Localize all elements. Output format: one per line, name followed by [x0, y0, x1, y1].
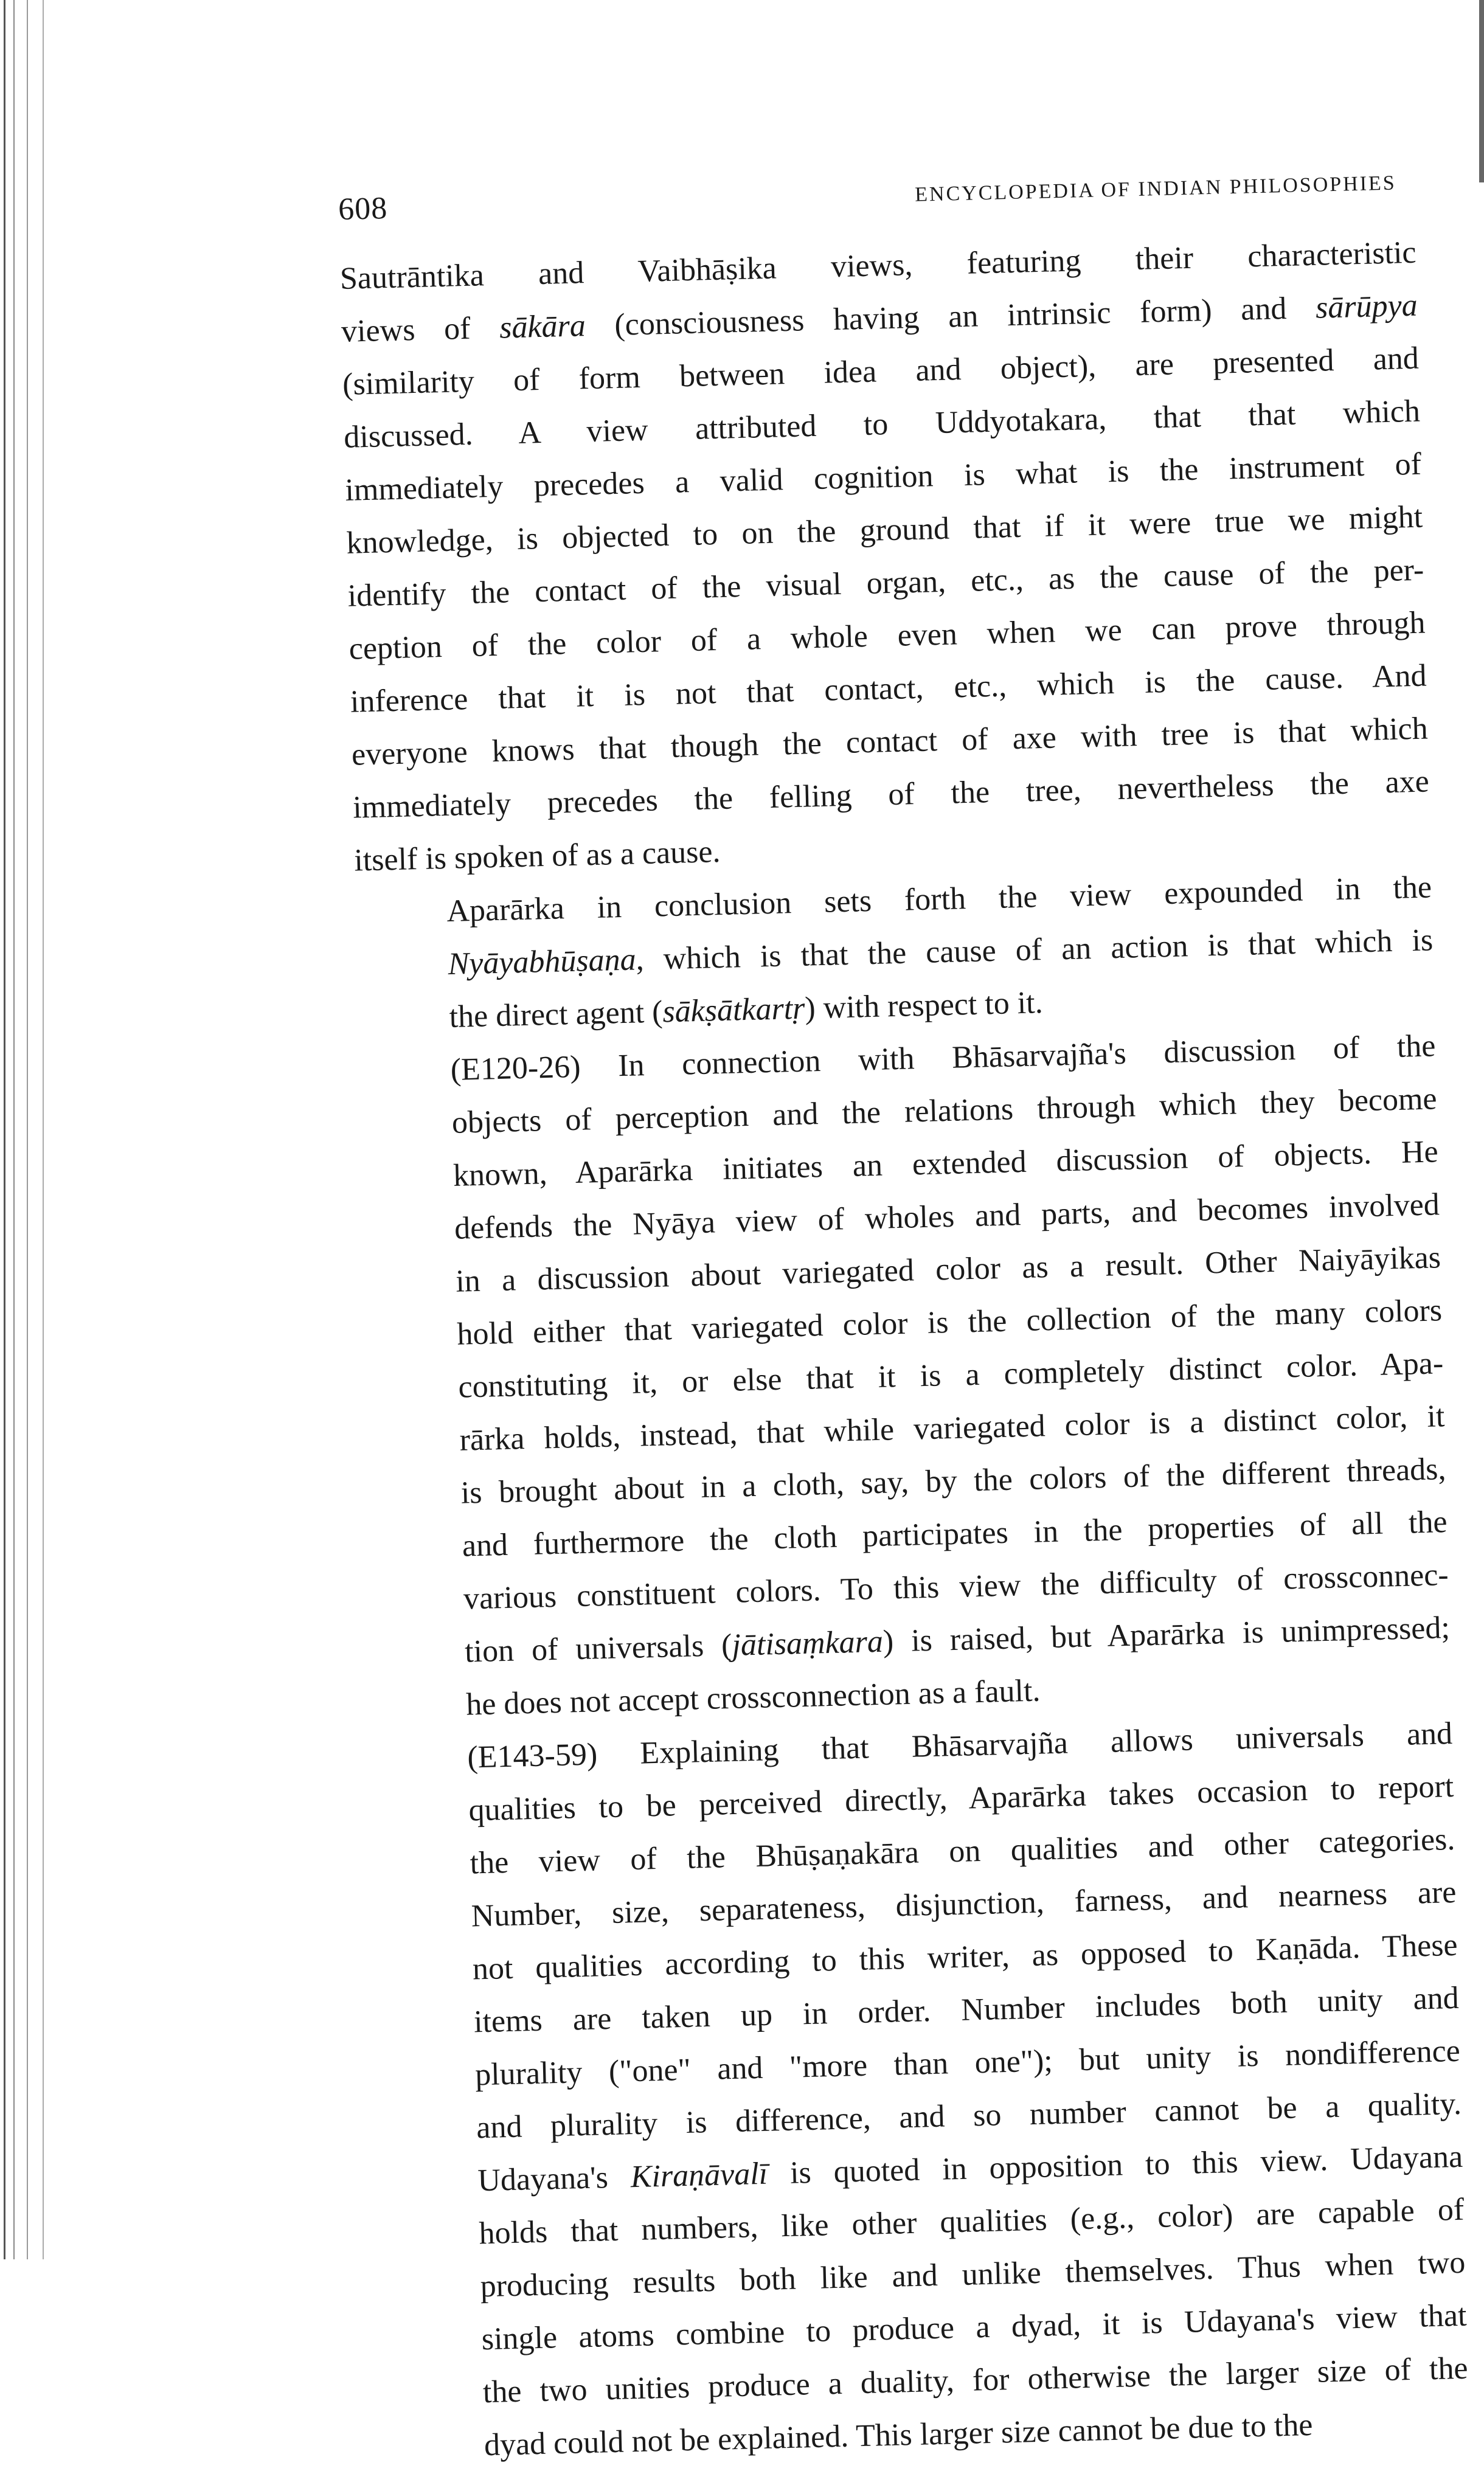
text-line: hold either that variegated color is the collection of the many colors	[456, 1293, 1443, 1352]
text-segment: (consciousness having an intrinsic form) and	[585, 290, 1316, 344]
binding-line	[27, 0, 28, 2259]
text-line: and plurality is difference, and so number cannot be a quality.	[476, 2086, 1462, 2146]
text-line: (similarity of form between idea and object), are presented and	[342, 341, 1420, 402]
italic-term: sākāra	[499, 308, 586, 345]
text-line: itself is spoken of as a cause.	[353, 834, 721, 878]
text-line: various constituent colors. To this view the difficulty of crossconnec-	[463, 1558, 1449, 1616]
text-line: Aparārka in conclusion sets forth the view expounded in the	[446, 870, 1432, 929]
text-line: (E143-59) Explaining that Bhāsarvajña allows universals and	[466, 1716, 1453, 1775]
italic-term: jātisaṃkara	[731, 1624, 884, 1663]
text-line: the view of the Bhūṣaṇakāra on qualities and other categories.	[470, 1821, 1455, 1881]
scan-binding-edge	[0, 0, 55, 2259]
text-line: inference that it is not that contact, etc., which is the cause. And	[350, 658, 1427, 719]
text-line: knowledge, is objected to on the ground that if it were true we might	[345, 499, 1423, 561]
body-text	[339, 226, 1470, 2474]
text-line: holds that numbers, like other qualities (e.g., color) are capable of	[478, 2192, 1465, 2251]
text-line: identify the contact of the visual organ, etc., as the cause of the per-	[347, 552, 1424, 614]
book-page	[338, 153, 1470, 2474]
page-header	[338, 153, 1415, 234]
binding-line	[43, 0, 44, 2259]
text-line: qualities to be perceived directly, Aparārka takes occasion to report	[468, 1769, 1454, 1828]
text-line: producing results both like and unlike themselves. Thus when two	[480, 2245, 1466, 2304]
text-line: immediately precedes the felling of the tree, nevertheless the axe	[352, 764, 1430, 825]
text-line: Number, size, separateness, disjunction, farness, and nearness are	[471, 1874, 1457, 1934]
text-line: ception of the color of a whole even when we can prove through	[348, 605, 1426, 667]
text-line: constituting it, or else that it is a completely distinct color. Apa-	[457, 1346, 1444, 1405]
paragraph	[339, 226, 1431, 887]
text-line: is brought about in a cloth, say, by the colors of the different threads,	[460, 1452, 1447, 1511]
text-line: Sautrāntika and Vaibhāṣika views, featuring their characteristic	[339, 235, 1417, 296]
text-line: plurality ("one" and "more than one"); but unity is nondifference	[474, 2033, 1461, 2093]
text-segment: views of	[341, 310, 500, 349]
text-line: in a discussion about variegated color as a result. Other Naiyāyikas	[455, 1240, 1441, 1299]
running-head: ENCYCLOPEDIA OF INDIAN PHILOSOPHIES	[914, 172, 1397, 206]
page-number: 608	[338, 191, 388, 227]
italic-term: sārūpya	[1315, 288, 1418, 325]
binding-line	[13, 0, 15, 2259]
text-line: immediately precedes a valid cognition is what is the instrument of	[344, 446, 1422, 508]
italic-term: Nyāyabhūṣaṇa	[447, 942, 637, 982]
text-segment: tion of universals (	[464, 1627, 733, 1669]
text-line: discussed. A view attributed to Uddyotakara, that that which	[343, 393, 1421, 455]
text-line: he does not accept crossconnection as a fault.	[465, 1673, 1041, 1722]
text-line: the two unities produce a duality, for otherwise the larger size of the	[482, 2351, 1469, 2410]
text-segment: ) with respect to it.	[804, 985, 1044, 1026]
text-segment: the direct agent (	[449, 994, 664, 1034]
text-line: known, Aparārka initiates an extended discussion of objects. He	[452, 1134, 1439, 1193]
text-line: items are taken up in order. Number includes both unity and	[473, 1980, 1460, 2040]
text-segment: ) is raised, but Aparārka is unimpressed;	[882, 1610, 1451, 1659]
paragraph	[359, 1019, 1452, 1733]
text-line: everyone knows that though the contact of axe with tree is that which	[351, 711, 1429, 772]
italic-term: Kiraṇāvalī	[630, 2156, 768, 2195]
text-line: single atoms combine to produce a dyad, it is Udayana's view that	[481, 2298, 1468, 2357]
text-line: defends the Nyāya view of wholes and parts, and becomes involved	[454, 1187, 1440, 1246]
text-segment: is quoted in opposition to this view. Udayana	[767, 2139, 1463, 2191]
text-line: dyad could not be explained. This larger size cannot be due to the	[484, 2407, 1314, 2463]
text-line: not qualities according to this writer, as opposed to Kaṇāda. These	[472, 1927, 1458, 1987]
text-line: and furthermore the cloth participates in the properties of all the	[462, 1505, 1448, 1564]
text-line: (E120-26) In connection with Bhāsarvajña's discussion of the	[450, 1028, 1437, 1087]
text-line: rārka holds, instead, that while variegated color is a distinct color, it	[459, 1399, 1445, 1458]
text-segment: Udayana's	[477, 2160, 631, 2199]
paragraph	[375, 1707, 1469, 2474]
scan-right-edge	[1479, 0, 1484, 182]
text-line: objects of perception and the relations through which they become	[451, 1081, 1438, 1140]
paragraph	[355, 861, 1435, 1045]
italic-term: sākṣātkartṛ	[662, 991, 806, 1030]
binding-line	[4, 0, 5, 2259]
text-segment: , which is that the cause of an action is that which is	[635, 923, 1434, 977]
